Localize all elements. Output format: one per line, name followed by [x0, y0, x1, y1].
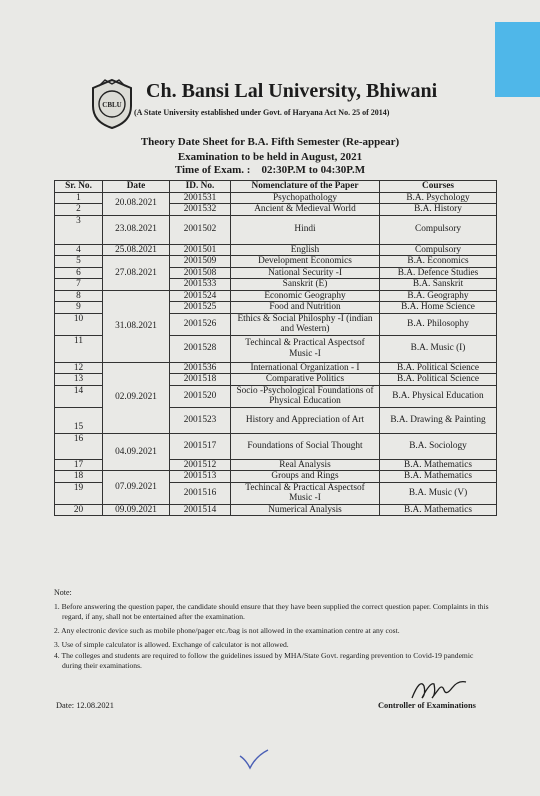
blue-corner-tab — [495, 22, 540, 97]
id-cell: 2001508 — [170, 267, 231, 279]
tick-mark-icon — [238, 748, 270, 770]
university-subtitle: (A State University established under Govt. of Haryana Act No. 25 of 2014) — [134, 108, 390, 117]
sr-no-cell: 16 — [55, 433, 103, 459]
sr-no-cell: 2 — [55, 204, 103, 216]
id-cell: 2001517 — [170, 433, 231, 459]
header-id-no: ID. No. — [170, 181, 231, 193]
sr-no-cell: 3 — [55, 215, 103, 244]
paper-cell: Hindi — [231, 215, 380, 244]
paper-cell: Foundations of Social Thought — [231, 433, 380, 459]
id-cell: 2001502 — [170, 215, 231, 244]
id-cell: 2001512 — [170, 459, 231, 471]
sr-no-cell: 13 — [55, 374, 103, 386]
table-row — [55, 433, 497, 459]
course-cell: B.A. Sociology — [380, 433, 497, 459]
table-header-row — [55, 181, 497, 193]
paper-cell: English — [231, 244, 380, 256]
id-cell: 2001513 — [170, 471, 231, 483]
paper-cell: Techincal & Practical Aspectsof Music -I — [231, 482, 380, 504]
id-cell: 2001532 — [170, 204, 231, 216]
date-cell: 09.09.2021 — [103, 504, 170, 516]
time-value: 02:30P.M to 04:30P.M — [261, 164, 366, 176]
sr-no-cell: 10 — [55, 313, 103, 335]
id-cell: 2001509 — [170, 256, 231, 268]
header-paper: Nomenclature of the Paper — [231, 181, 380, 193]
id-cell: 2001518 — [170, 374, 231, 386]
date-cell: 07.09.2021 — [103, 471, 170, 505]
header-date: Date — [103, 181, 170, 193]
sr-no-cell: 8 — [55, 290, 103, 302]
sr-no-cell: 4 — [55, 244, 103, 256]
table-row — [55, 471, 497, 483]
course-cell: B.A. Geography — [380, 290, 497, 302]
date-cell: 31.08.2021 — [103, 290, 170, 362]
id-cell: 2001528 — [170, 335, 231, 362]
paper-cell: National Security -I — [231, 267, 380, 279]
sr-no-cell: 18 — [55, 471, 103, 483]
logo-text: CBLU — [102, 101, 122, 109]
course-cell: B.A. Music (I) — [380, 335, 497, 362]
paper-cell: Economic Geography — [231, 290, 380, 302]
note-item: 1. Before answering the question paper, the candidate should ensure that they have been supplied the correct question paper. Complaints in this regard, if any, shall not be entertained after the examination. — [54, 602, 489, 621]
header-sr-no: Sr. No. — [55, 181, 103, 193]
id-cell: 2001516 — [170, 482, 231, 504]
table-row — [55, 290, 497, 302]
course-cell: B.A. Drawing & Painting — [380, 407, 497, 433]
paper-cell: Socio -Psychological Foundations of Physical Education — [231, 385, 380, 407]
issue-date: Date: 12.08.2021 — [56, 701, 114, 710]
course-cell: B.A. Philosophy — [380, 313, 497, 335]
university-name: Ch. Bansi Lal University, Bhiwani — [146, 80, 438, 102]
course-cell: B.A. Defence Studies — [380, 267, 497, 279]
paper-cell: Sanskrit (E) — [231, 279, 380, 291]
date-cell: 25.08.2021 — [103, 244, 170, 256]
paper-cell: Comparative Politics — [231, 374, 380, 386]
paper-cell: International Organization - I — [231, 362, 380, 374]
paper-cell: Techincal & Practical Aspectsof Music -I — [231, 335, 380, 362]
course-cell: B.A. Psychology — [380, 192, 497, 204]
course-cell: Compulsory — [380, 244, 497, 256]
course-cell: B.A. Physical Education — [380, 385, 497, 407]
exam-time-line — [0, 164, 540, 176]
paper-cell: Ancient & Medieval World — [231, 204, 380, 216]
notes-section — [54, 588, 494, 671]
id-cell: 2001514 — [170, 504, 231, 516]
paper-cell: Psychopathology — [231, 192, 380, 204]
table-row — [55, 504, 497, 516]
paper-cell: Food and Nutrition — [231, 302, 380, 314]
sr-no-cell: 6 — [55, 267, 103, 279]
note-item: 4. The colleges and students are required to follow the guidelines issued by MHA/State Govt. regarding prevention to Covid-19 pandemic during their examinations. — [54, 651, 474, 670]
course-cell: B.A. Mathematics — [380, 459, 497, 471]
signature-icon — [408, 672, 470, 704]
table-row — [55, 362, 497, 374]
id-cell: 2001501 — [170, 244, 231, 256]
course-cell: B.A. Economics — [380, 256, 497, 268]
sr-no-cell: 14 — [55, 385, 103, 407]
course-cell: B.A. Music (V) — [380, 482, 497, 504]
course-cell: B.A. Sanskrit — [380, 279, 497, 291]
date-cell: 20.08.2021 — [103, 192, 170, 215]
sr-no-cell: 9 — [55, 302, 103, 314]
paper-cell: Ethics & Social Philosphy -I (indian and Western) — [231, 313, 380, 335]
course-cell: B.A. History — [380, 204, 497, 216]
sr-no-cell: 12 — [55, 362, 103, 374]
sr-no-cell: 17 — [55, 459, 103, 471]
exam-month-line: Examination to be held in August, 2021 — [177, 151, 363, 163]
table-row — [55, 192, 497, 204]
sr-no-cell: 19 — [55, 482, 103, 504]
date-cell: 23.08.2021 — [103, 215, 170, 244]
id-cell: 2001536 — [170, 362, 231, 374]
course-cell: B.A. Mathematics — [380, 471, 497, 483]
table-row — [55, 256, 497, 268]
id-cell: 2001526 — [170, 313, 231, 335]
paper-cell: History and Appreciation of Art — [231, 407, 380, 433]
id-cell: 2001524 — [170, 290, 231, 302]
id-cell: 2001523 — [170, 407, 231, 433]
header-courses: Courses — [380, 181, 497, 193]
id-cell: 2001533 — [170, 279, 231, 291]
course-cell: Compulsory — [380, 215, 497, 244]
sr-no-cell: 15 — [55, 407, 103, 433]
sr-no-cell: 11 — [55, 335, 103, 362]
schedule-table — [54, 180, 497, 516]
id-cell: 2001531 — [170, 192, 231, 204]
id-cell: 2001525 — [170, 302, 231, 314]
id-cell: 2001520 — [170, 385, 231, 407]
course-cell: B.A. Political Science — [380, 362, 497, 374]
course-cell: B.A. Mathematics — [380, 504, 497, 516]
paper-cell: Numerical Analysis — [231, 504, 380, 516]
controller-title: Controller of Examinations — [378, 701, 476, 710]
sr-no-cell: 20 — [55, 504, 103, 516]
paper-cell: Groups and Rings — [231, 471, 380, 483]
university-logo-icon — [89, 78, 135, 130]
note-item: 2. Any electronic device such as mobile phone/pager etc./bag is not allowed in the examination centre at any cost. — [54, 626, 400, 635]
paper-cell: Development Economics — [231, 256, 380, 268]
table-row — [55, 215, 497, 244]
course-cell: B.A. Political Science — [380, 374, 497, 386]
paper-cell: Real Analysis — [231, 459, 380, 471]
table-row — [55, 244, 497, 256]
sr-no-cell: 7 — [55, 279, 103, 291]
course-cell: B.A. Home Science — [380, 302, 497, 314]
note-item: 3. Use of simple calculator is allowed. Exchange of calculator is not allowed. — [54, 640, 289, 649]
date-cell: 02.09.2021 — [103, 362, 170, 433]
date-cell: 27.08.2021 — [103, 256, 170, 291]
time-label: Time of Exam. : — [174, 164, 251, 176]
date-cell: 04.09.2021 — [103, 433, 170, 471]
sr-no-cell: 5 — [55, 256, 103, 268]
sr-no-cell: 1 — [55, 192, 103, 204]
notes-title: Note: — [54, 588, 72, 597]
date-sheet-title: Theory Date Sheet for B.A. Fifth Semester (Re-appear) — [140, 136, 400, 148]
